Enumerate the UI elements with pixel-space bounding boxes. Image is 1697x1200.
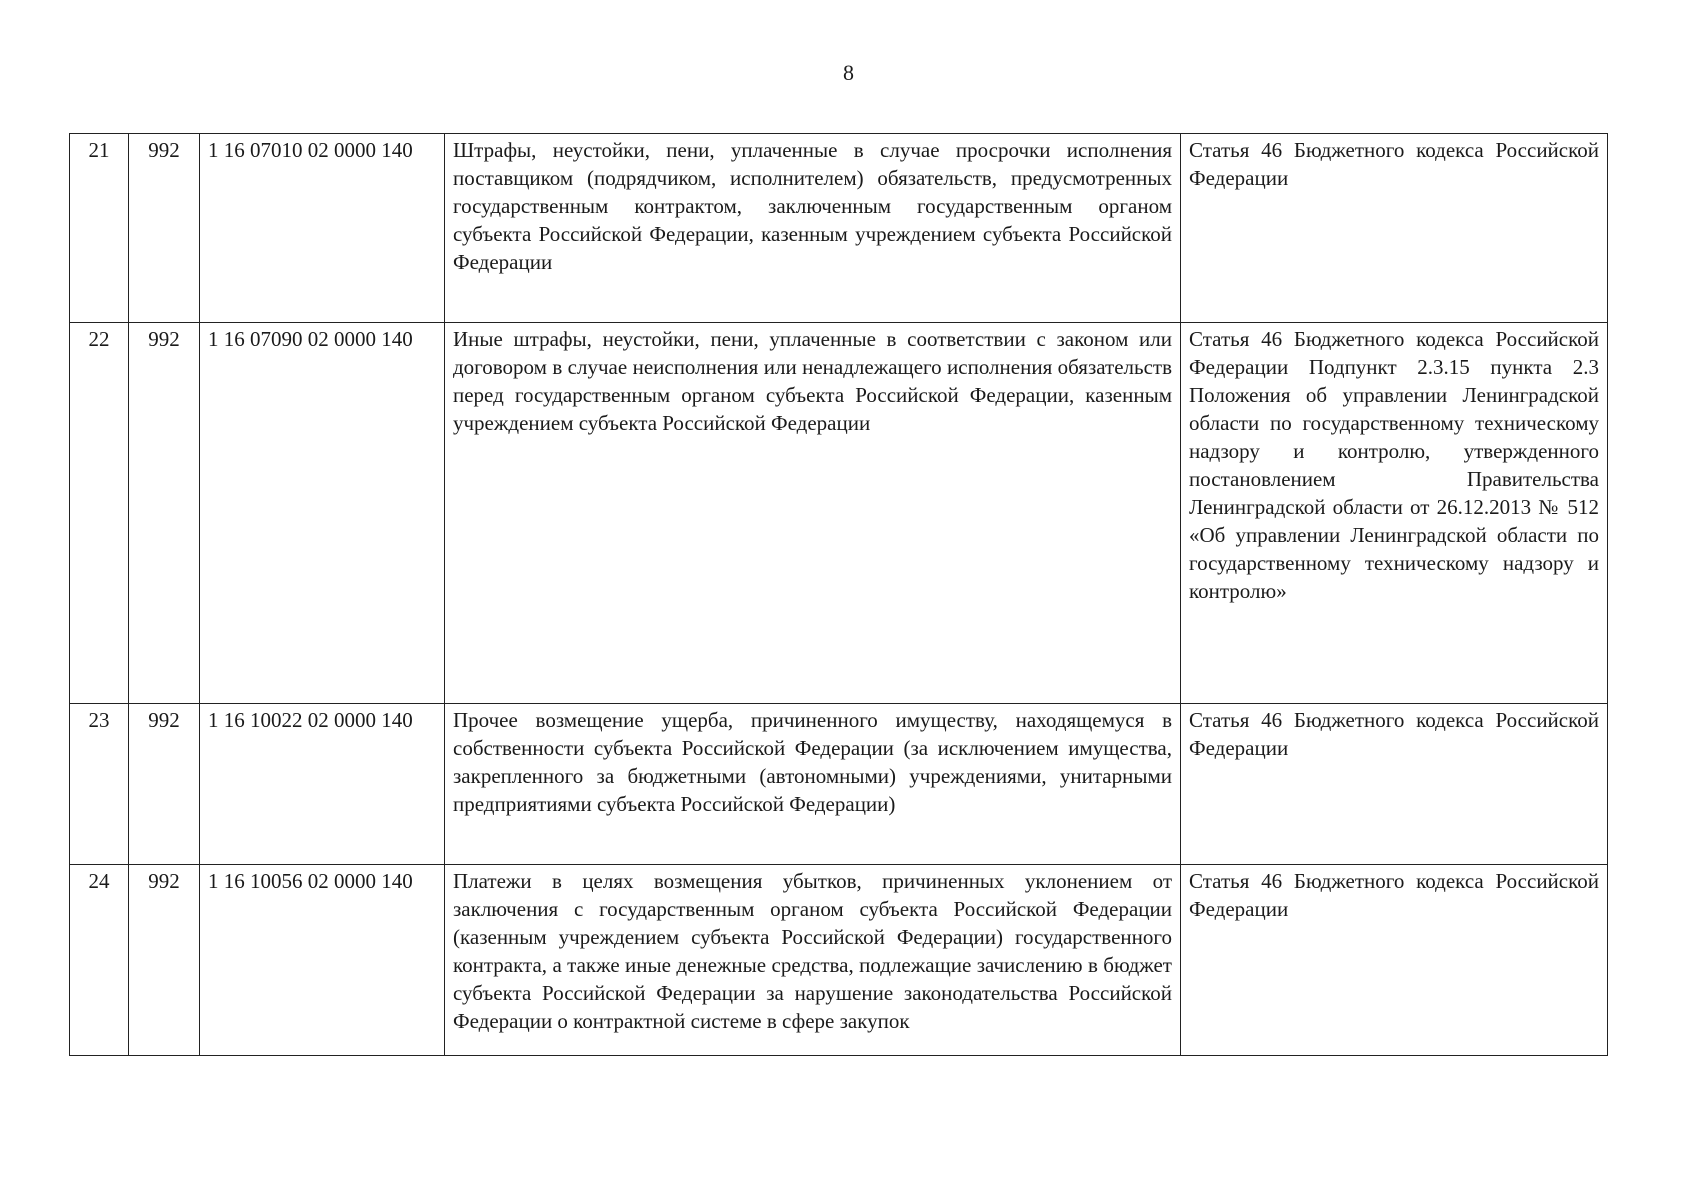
budget-classification-code: 1 16 10022 02 0000 140 <box>200 704 445 865</box>
income-description-cell <box>445 865 1181 1056</box>
admin-code: 992 <box>129 704 200 865</box>
legal-basis: Статья 46 Бюджетного кодекса Российской Федерации <box>1181 704 1608 865</box>
income-description: Штрафы, неустойки, пени, уплаченные в случае просрочки исполнения поставщиком (подрядчиком, исполнителем) обязательств, предусмотренных государственным контрактом, заключенным государственным органом субъекта Российской Федерации, казенным учреждением субъекта Российской Федерации <box>445 134 1181 323</box>
legal-basis: Статья 46 Бюджетного кодекса Российской Федерации <box>1181 134 1608 323</box>
row-number: 22 <box>70 323 129 704</box>
admin-code: 992 <box>129 865 200 1056</box>
table-row <box>70 865 1608 1056</box>
budget-classification-code: 1 16 07010 02 0000 140 <box>200 134 445 323</box>
page-number: 8 <box>843 60 854 85</box>
table-row <box>70 704 1608 865</box>
table-row <box>70 134 1608 323</box>
row-number: 23 <box>70 704 129 865</box>
income-description: Платежи в целях возмещения убытков, причиненных уклонением от заключения с государственным органом субъекта Российской Федерации (казенным учреждением субъекта Российской Федерации) государственного контракта, а также иные денежные средства, подлежащие зачислению в бюджет субъекта Российской Федерации за нарушение законодательства Российской Федерации о контрактной системе в сфере закупок <box>453 869 1172 1033</box>
row-number: 24 <box>70 865 129 1056</box>
income-description: Иные штрафы, неустойки, пени, уплаченные в соответствии с законом или договором в случае неисполнения или ненадлежащего исполнения обязательств перед государственным органом субъекта Российской Федерации, казенным учреждением субъекта Российской Федерации <box>445 323 1181 704</box>
admin-code: 992 <box>129 134 200 323</box>
budget-classification-code: 1 16 07090 02 0000 140 <box>200 323 445 704</box>
budget-classification-code: 1 16 10056 02 0000 140 <box>200 865 445 1056</box>
income-codes-table <box>69 133 1608 1056</box>
income-description: Прочее возмещение ущерба, причиненного имуществу, находящемуся в собственности субъекта Российской Федерации (за исключением имущества, закрепленного за бюджетными (автономными) учреждениями, унитарными предприятиями субъекта Российской Федерации) <box>445 704 1181 865</box>
legal-basis: Статья 46 Бюджетного кодекса Российской Федерации Подпункт 2.3.15 пункта 2.3 Положения об управлении Ленинградской области по государственному техническому надзору и контролю, утвержденного постановлением Правительства Ленинградской области от 26.12.2013 № 512 «Об управлении Ленинградской области по государственному техническому надзору и контролю» <box>1181 323 1608 704</box>
admin-code: 992 <box>129 323 200 704</box>
table-row <box>70 323 1608 704</box>
row-number: 21 <box>70 134 129 323</box>
legal-basis: Статья 46 Бюджетного кодекса Российской Федерации <box>1181 865 1608 1056</box>
